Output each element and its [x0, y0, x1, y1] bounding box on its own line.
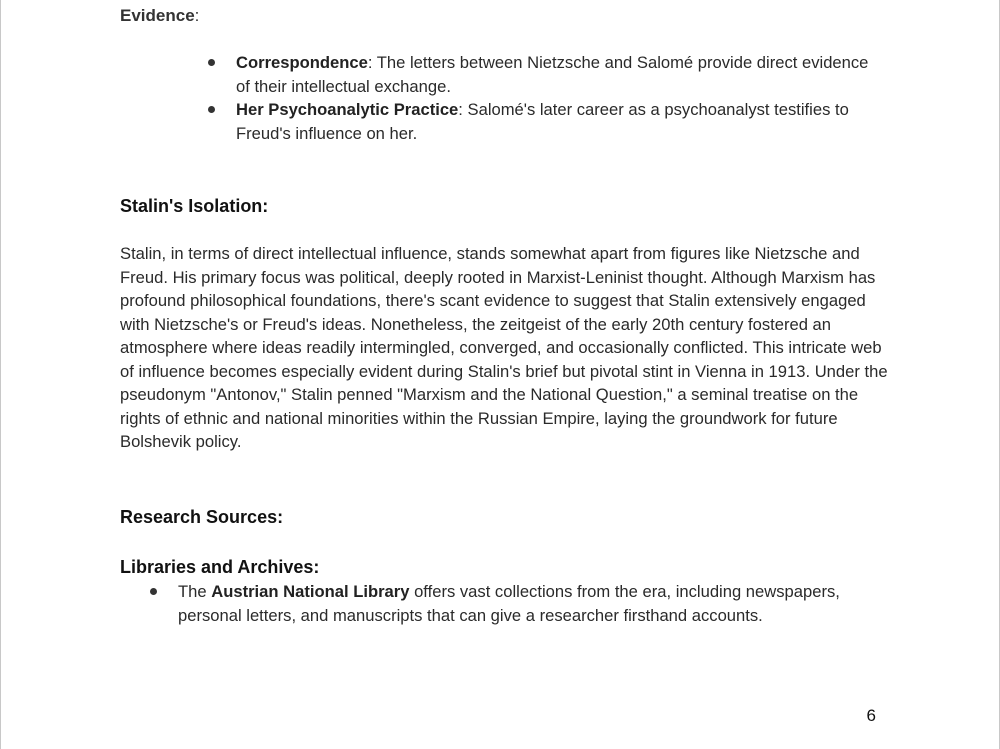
list-item-text: : Salomé's later career as a psychoanalyst testifies to Freud's influence on her. [236, 100, 849, 143]
list-item-text: offers vast collections from the era, including newspapers, personal letters, and manuscripts that can give a researcher firsthand accounts. [178, 582, 840, 625]
list-item-term: Austrian National Library [211, 582, 410, 601]
list-item [236, 98, 886, 145]
list-item-text: : The letters between Nietzsche and Salomé provide direct evidence of their intellectual exchange. [236, 53, 869, 96]
section-heading-stalin: Stalin's Isolation: [120, 196, 269, 216]
bullet-dot-icon [208, 106, 215, 113]
evidence-label [120, 5, 199, 27]
stalin-paragraph: Stalin, in terms of direct intellectual influence, stands somewhat apart from figures like Nietzsche and Freud. His primary focus was political, deeply rooted in Marxist-Leninist thought. Although Marxism has profound philosophical foundations, there's scant evidence to suggest that Stalin extensively engaged with Nietzsche's or Freud's ideas. Nonetheless, the zeitgeist of the early 20th century fostered an atmosphere where ideas readily intermingled, converged, and occasionally conflicted. This intricate web of influence becomes especially evident during Stalin's brief but pivotal stint in Vienna in 1913. Under the pseudonym "Antonov," Stalin penned "Marxism and the National Question," a seminal treatise on the rights of ethnic and national minorities within the Russian Empire, laying the groundwork for future Bolshevik policy. [120, 244, 888, 451]
bullet-dot-icon [150, 588, 157, 595]
page-number: 6 [866, 706, 876, 725]
evidence-label-colon: : [194, 6, 200, 25]
section-heading-research: Research Sources: [120, 507, 284, 527]
list-item [178, 580, 848, 627]
list-item-prefix: The [178, 582, 212, 601]
libraries-list [178, 580, 848, 627]
evidence-label-text: Evidence [120, 6, 195, 25]
list-item-term: Her Psychoanalytic Practice [236, 100, 459, 119]
evidence-list [236, 51, 886, 145]
list-item-term: Correspondence [236, 53, 368, 72]
subheading-libraries: Libraries and Archives: [120, 557, 320, 577]
bullet-dot-icon [208, 59, 215, 66]
list-item [236, 51, 886, 98]
